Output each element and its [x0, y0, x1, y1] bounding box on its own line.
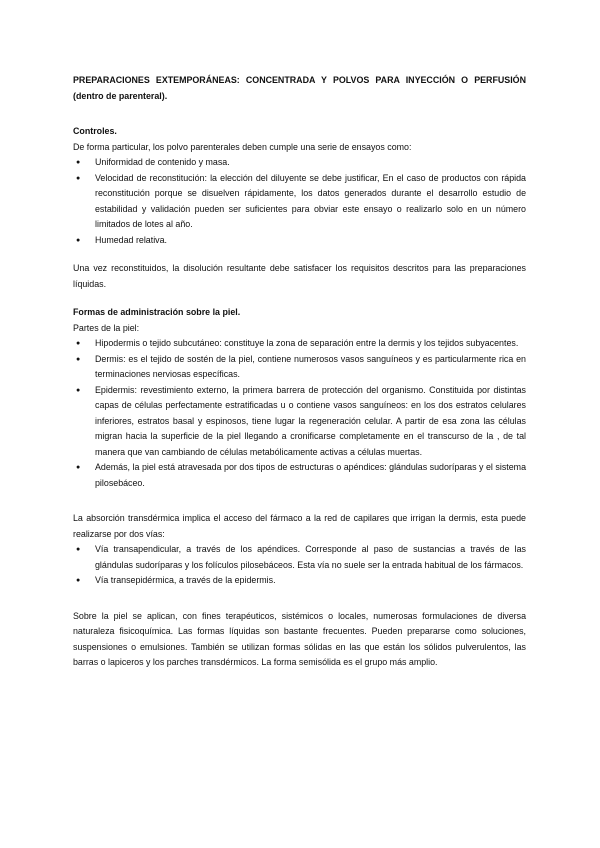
list-item: ● Hipodermis o tejido subcutáneo: constituye la zona de separación entre la dermis y los tejidos subyacentes. [73, 336, 526, 352]
list-item: ● Además, la piel está atravesada por dos tipos de estructuras o apéndices: glándulas sudoríparas y el sistema pilosebáceo. [73, 460, 526, 491]
absorcion-intro: La absorción transdérmica implica el acceso del fármaco a la red de capilares que irrigan la dermis, esta puede realizarse por dos vías: [73, 513, 526, 539]
list-item: ● Vía transapendicular, a través de los apéndices. Corresponde al paso de sustancias a través de las glándulas sudoríparas y los folículos pilosebáceos. Esta vía no suele ser la entrada habitual de los fármacos. [73, 542, 526, 573]
list-item: ● Dermis: es el tejido de sostén de la piel, contiene numerosos vasos sanguíneos y es particularmente rica en terminaciones nerviosas específicas. [73, 352, 526, 383]
document-body [73, 73, 526, 671]
piel-subheading: Partes de la piel: [73, 322, 140, 333]
list-item: ● Vía transepidérmica, a través de la epidermis. [73, 573, 526, 589]
piel-heading: Formas de administración sobre la piel. [73, 307, 241, 317]
final-paragraph: Sobre la piel se aplican, con fines terapéuticos, sistémicos o locales, numerosas formulaciones de diversa naturaleza fisicoquímica. Las formas líquidas son bastante frecuentes. Pueden prepararse como soluciones, suspensiones o emulsiones. También se utilizan formas sólidas en las que están los sólidos pulverulentos, las barras o lapiceros y los parches transdérmicos. La forma semisólida es el grupo más amplio. [73, 610, 526, 667]
document-title: PREPARACIONES EXTEMPORÁNEAS: CONCENTRADA Y POLVOS PARA INYECCIÓN O PERFUSIÓN (dentro de parenteral). [73, 75, 526, 101]
list-item: ● Humedad relativa. [73, 233, 526, 249]
piel-list [73, 336, 526, 491]
list-item: ● Epidermis: revestimiento externo, la primera barrera de protección del organismo. Constituida por distintas capas de células perfectamente estratificadas u o contiene vasos sanguíneos: en los dos estratos celulares inferiores, estratos basal y espinosos, tiene lugar la regeneración celular. A partir de esa zona las células migran hacia la superficie de la piel llegando a cronificarse completamente en el transcurso de la , de tal manera que van cambiando de células metabólicamente activas a células muertas. [73, 383, 526, 461]
controles-list [73, 155, 526, 248]
absorcion-list [73, 542, 526, 589]
controles-closing: Una vez reconstituidos, la disolución resultante debe satisfacer los requisitos descritos para las preparaciones líquidas. [73, 263, 526, 289]
controles-intro: De forma particular, los polvo parenterales deben cumple una serie de ensayos como: [73, 141, 412, 152]
list-item: ● Uniformidad de contenido y masa. [73, 155, 526, 171]
list-item: ● Velocidad de reconstitución: la elección del diluyente se debe justificar, En el caso de productos con rápida reconstitución porque se disuelven rápidamente, los datos generados durante el desarrollo estudio de estabilidad y validación pueden ser suficientes para obviar este ensayo o realizarlo solo en un número limitados de lotes al año. [73, 171, 526, 233]
controles-heading: Controles. [73, 126, 117, 136]
